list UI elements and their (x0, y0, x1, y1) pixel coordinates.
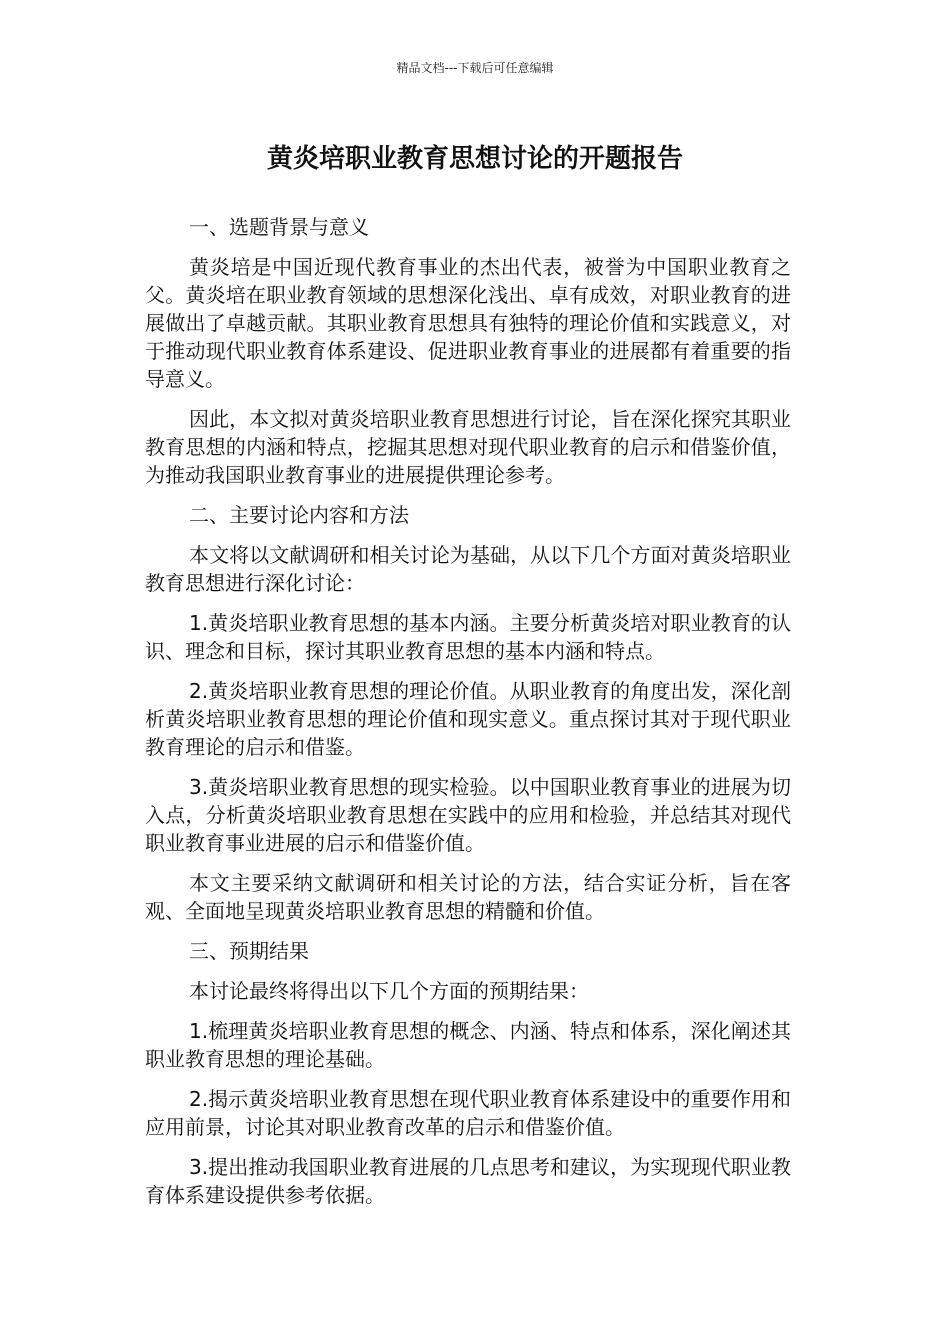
paragraph-content-item-2: 2.黄炎培职业教育思想的理论价值。从职业教育的角度出发，深化剖析黄炎培职业教育思想的理论价值和现实意义。重点探讨其对于现代职业教育理论的启示和借鉴。 (145, 679, 791, 759)
section-heading-expected-results: 三、预期结果 (189, 939, 309, 963)
paragraph-background-1: 黄炎培是中国近现代教育事业的杰出代表，被誉为中国职业教育之父。黄炎培在职业教育领域的思想深化浅出、卓有成效，对职业教育的进展做出了卓越贡献。其职业教育思想具有独特的理论价值和实践意义，对于推动现代职业教育体系建设、促进职业教育事业的进展都有着重要的指导意义。 (145, 255, 791, 391)
paragraph-results-item-2: 2.揭示黄炎培职业教育思想在现代职业教育体系建设中的重要作用和应用前景，讨论其对职业教育改革的启示和借鉴价值。 (145, 1087, 791, 1139)
document-body (145, 213, 791, 1221)
document-title: 黄炎培职业教育思想讨论的开题报告 (266, 144, 683, 174)
paragraph-results-item-3: 3.提出推动我国职业教育进展的几点思考和建议，为实现现代职业教育体系建设提供参考依据。 (145, 1155, 791, 1207)
section-heading-background: 一、选题背景与意义 (189, 215, 369, 239)
paragraph-content-item-3: 3.黄炎培职业教育思想的现实检验。以中国职业教育事业的进展为切入点，分析黄炎培职业教育思想在实践中的应用和检验，并总结其对现代职业教育事业进展的启示和借鉴价值。 (145, 775, 791, 855)
section-heading-content-methods: 二、主要讨论内容和方法 (189, 503, 409, 527)
paragraph-results-item-1: 1.梳理黄炎培职业教育思想的概念、内涵、特点和体系，深化阐述其职业教育思想的理论基础。 (145, 1019, 791, 1071)
paragraph-background-2: 因此，本文拟对黄炎培职业教育思想进行讨论，旨在深化探究其职业教育思想的内涵和特点，挖掘其思想对现代职业教育的启示和借鉴价值，为推动我国职业教育事业的进展提供理论参考。 (145, 407, 791, 487)
paragraph-methods: 本文主要采纳文献调研和相关讨论的方法，结合实证分析，旨在客观、全面地呈现黄炎培职业教育思想的精髓和价值。 (145, 871, 791, 923)
header-note: 精品文档---下载后可任意编辑 (396, 61, 554, 75)
paragraph-content-intro: 本文将以文献调研和相关讨论为基础，从以下几个方面对黄炎培职业教育思想进行深化讨论： (145, 543, 791, 595)
paragraph-results-intro: 本讨论最终将得出以下几个方面的预期结果： (189, 979, 589, 1003)
paragraph-content-item-1: 1.黄炎培职业教育思想的基本内涵。主要分析黄炎培对职业教育的认识、理念和目标，探讨其职业教育思想的基本内涵和特点。 (145, 611, 791, 663)
